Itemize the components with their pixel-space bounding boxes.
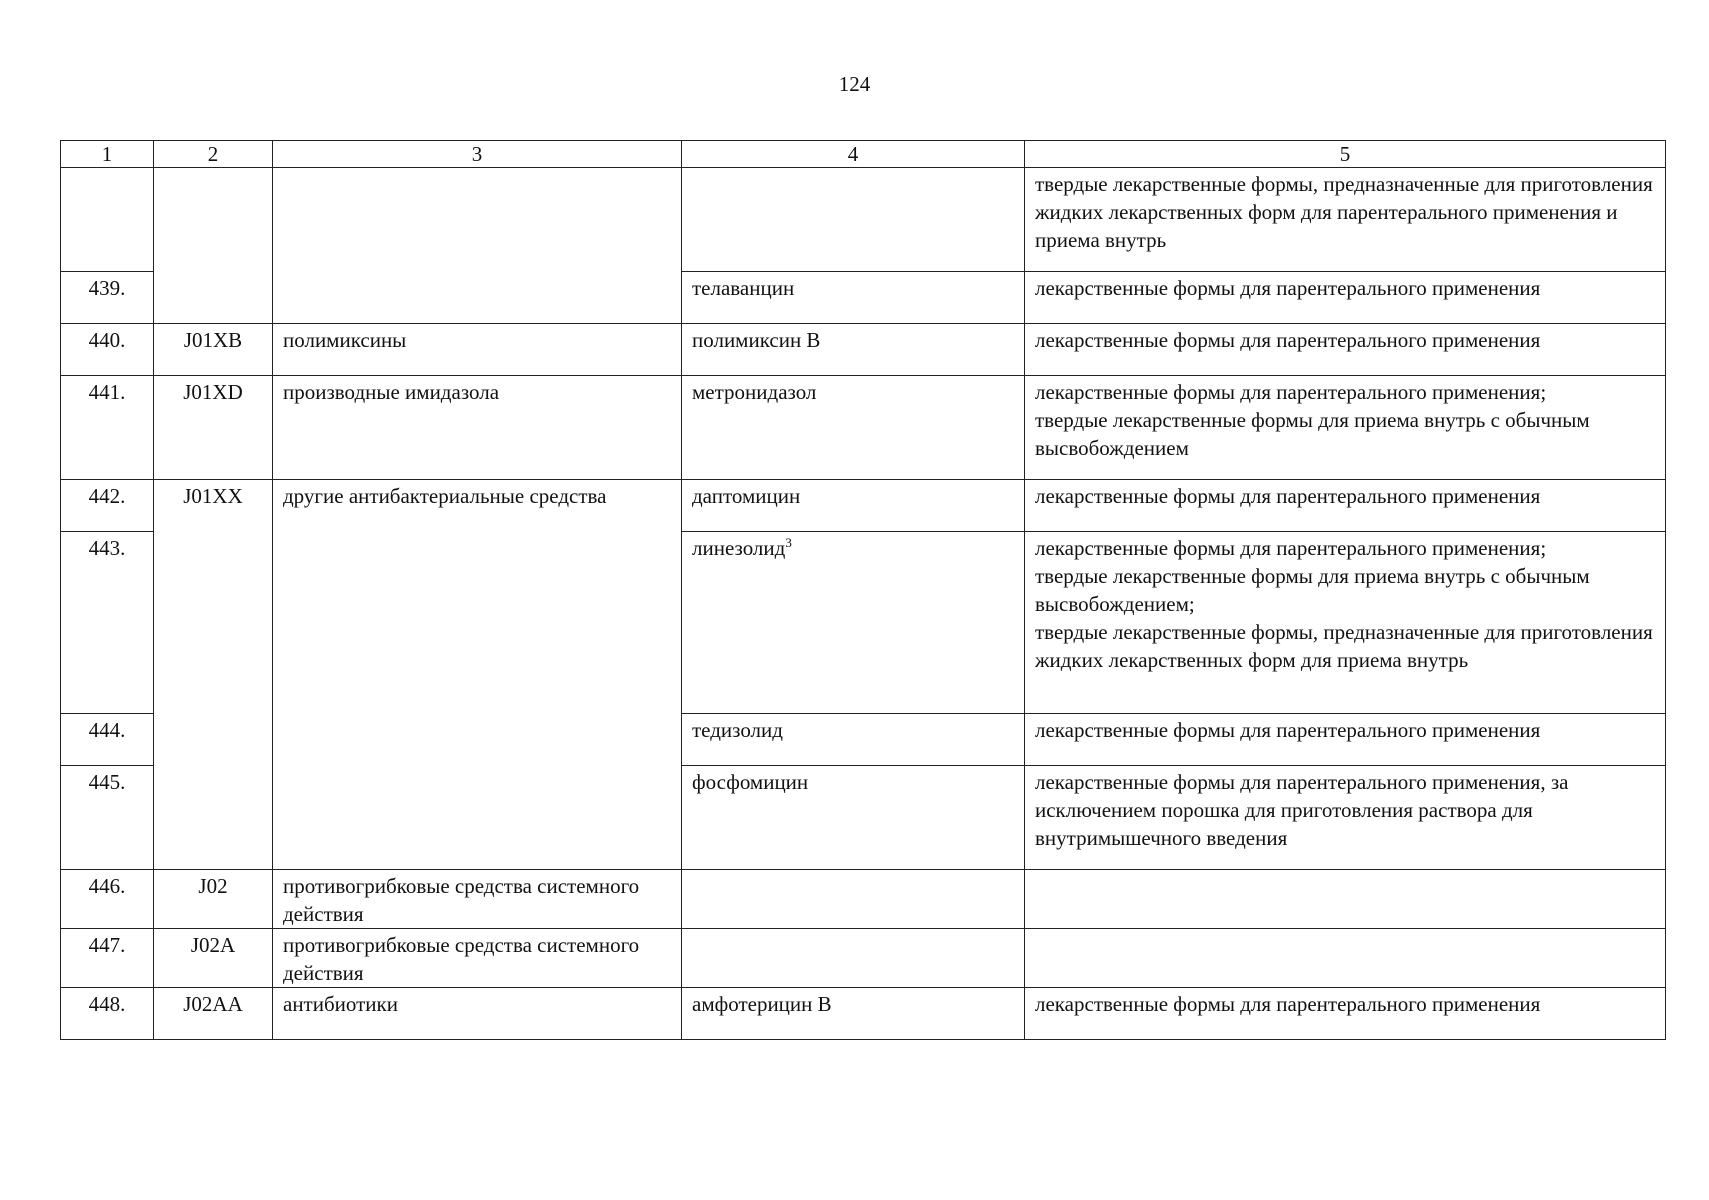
atc-group: производные имидазола bbox=[273, 376, 682, 480]
dosage-form-line: лекарственные формы для парентерального применения bbox=[1035, 718, 1541, 742]
column-header: 4 bbox=[682, 141, 1025, 168]
dosage-form-line: твердые лекарственные формы для приема внутрь с обычным высвобождением; bbox=[1035, 564, 1590, 616]
column-header: 5 bbox=[1025, 141, 1666, 168]
drug-name: амфотерицин B bbox=[682, 988, 1025, 1040]
dosage-form-line: твердые лекарственные формы для приема внутрь с обычным высвобождением bbox=[1035, 408, 1590, 460]
drug-name bbox=[682, 929, 1025, 988]
drug-name: даптомицин bbox=[682, 480, 1025, 532]
dosage-form-line: лекарственные формы для парентерального применения bbox=[1035, 484, 1541, 508]
dosage-forms bbox=[1025, 168, 1666, 272]
dosage-forms bbox=[1025, 376, 1666, 480]
row-number bbox=[61, 168, 154, 272]
row-number: 446. bbox=[61, 870, 154, 929]
drug-name: полимиксин B bbox=[682, 324, 1025, 376]
dosage-forms bbox=[1025, 480, 1666, 532]
table-row bbox=[61, 480, 1666, 532]
dosage-forms bbox=[1025, 532, 1666, 714]
dosage-form-line: лекарственные формы для парентерального применения; bbox=[1035, 380, 1547, 404]
atc-group: антибиотики bbox=[273, 988, 682, 1040]
table-row bbox=[61, 324, 1666, 376]
dosage-forms bbox=[1025, 988, 1666, 1040]
table-row bbox=[61, 870, 1666, 929]
row-number: 439. bbox=[61, 272, 154, 324]
table-header-row bbox=[61, 141, 1666, 168]
atc-code: J01XB bbox=[154, 324, 273, 376]
table-row bbox=[61, 988, 1666, 1040]
column-header: 2 bbox=[154, 141, 273, 168]
atc-group: другие антибактериальные средства bbox=[273, 480, 682, 870]
row-number: 445. bbox=[61, 766, 154, 870]
atc-group: противогрибковые средства системного действия bbox=[273, 929, 682, 988]
dosage-form-line: лекарственные формы для парентерального применения bbox=[1035, 276, 1541, 300]
dosage-form-line: твердые лекарственные формы, предназначенные для приготовления жидких лекарственных форм для приема внутрь bbox=[1035, 620, 1653, 672]
row-number: 440. bbox=[61, 324, 154, 376]
atc-code bbox=[154, 168, 273, 324]
dosage-form-line: лекарственные формы для парентерального применения bbox=[1035, 992, 1541, 1016]
atc-group bbox=[273, 168, 682, 324]
drug-name bbox=[682, 870, 1025, 929]
table-row bbox=[61, 168, 1666, 272]
dosage-forms bbox=[1025, 714, 1666, 766]
atc-code: J01XX bbox=[154, 480, 273, 870]
atc-group: противогрибковые средства системного действия bbox=[273, 870, 682, 929]
row-number: 447. bbox=[61, 929, 154, 988]
drug-name: тедизолид bbox=[682, 714, 1025, 766]
drug-name: линезолид bbox=[692, 536, 786, 560]
dosage-forms bbox=[1025, 929, 1666, 988]
dosage-form-line: твердые лекарственные формы, предназначенные для приготовления жидких лекарственных форм для парентерального применения и приема внутрь bbox=[1035, 172, 1653, 252]
footnote-marker: 3 bbox=[785, 535, 792, 550]
drug-list-table bbox=[60, 140, 1666, 1040]
column-header: 3 bbox=[273, 141, 682, 168]
page-number: 124 bbox=[838, 72, 871, 96]
row-number: 441. bbox=[61, 376, 154, 480]
drug-name bbox=[682, 168, 1025, 272]
atc-code: J01XD bbox=[154, 376, 273, 480]
drug-name: метронидазол bbox=[682, 376, 1025, 480]
dosage-form-line: лекарственные формы для парентерального применения bbox=[1035, 328, 1541, 352]
dosage-forms bbox=[1025, 870, 1666, 929]
atc-code: J02A bbox=[154, 929, 273, 988]
drug-name-cell bbox=[682, 532, 1025, 714]
drug-name: телаванцин bbox=[682, 272, 1025, 324]
row-number: 444. bbox=[61, 714, 154, 766]
dosage-form-line: лекарственные формы для парентерального применения, за исключением порошка для приготовления раствора для внутримышечного введения bbox=[1035, 770, 1569, 850]
dosage-forms bbox=[1025, 272, 1666, 324]
drug-name: фосфомицин bbox=[682, 766, 1025, 870]
dosage-form-line: лекарственные формы для парентерального применения; bbox=[1035, 536, 1547, 560]
atc-code: J02AA bbox=[154, 988, 273, 1040]
table-row bbox=[61, 929, 1666, 988]
table-row bbox=[61, 376, 1666, 480]
row-number: 443. bbox=[61, 532, 154, 714]
row-number: 442. bbox=[61, 480, 154, 532]
column-header: 1 bbox=[61, 141, 154, 168]
atc-code: J02 bbox=[154, 870, 273, 929]
row-number: 448. bbox=[61, 988, 154, 1040]
dosage-forms bbox=[1025, 324, 1666, 376]
atc-group: полимиксины bbox=[273, 324, 682, 376]
dosage-forms bbox=[1025, 766, 1666, 870]
